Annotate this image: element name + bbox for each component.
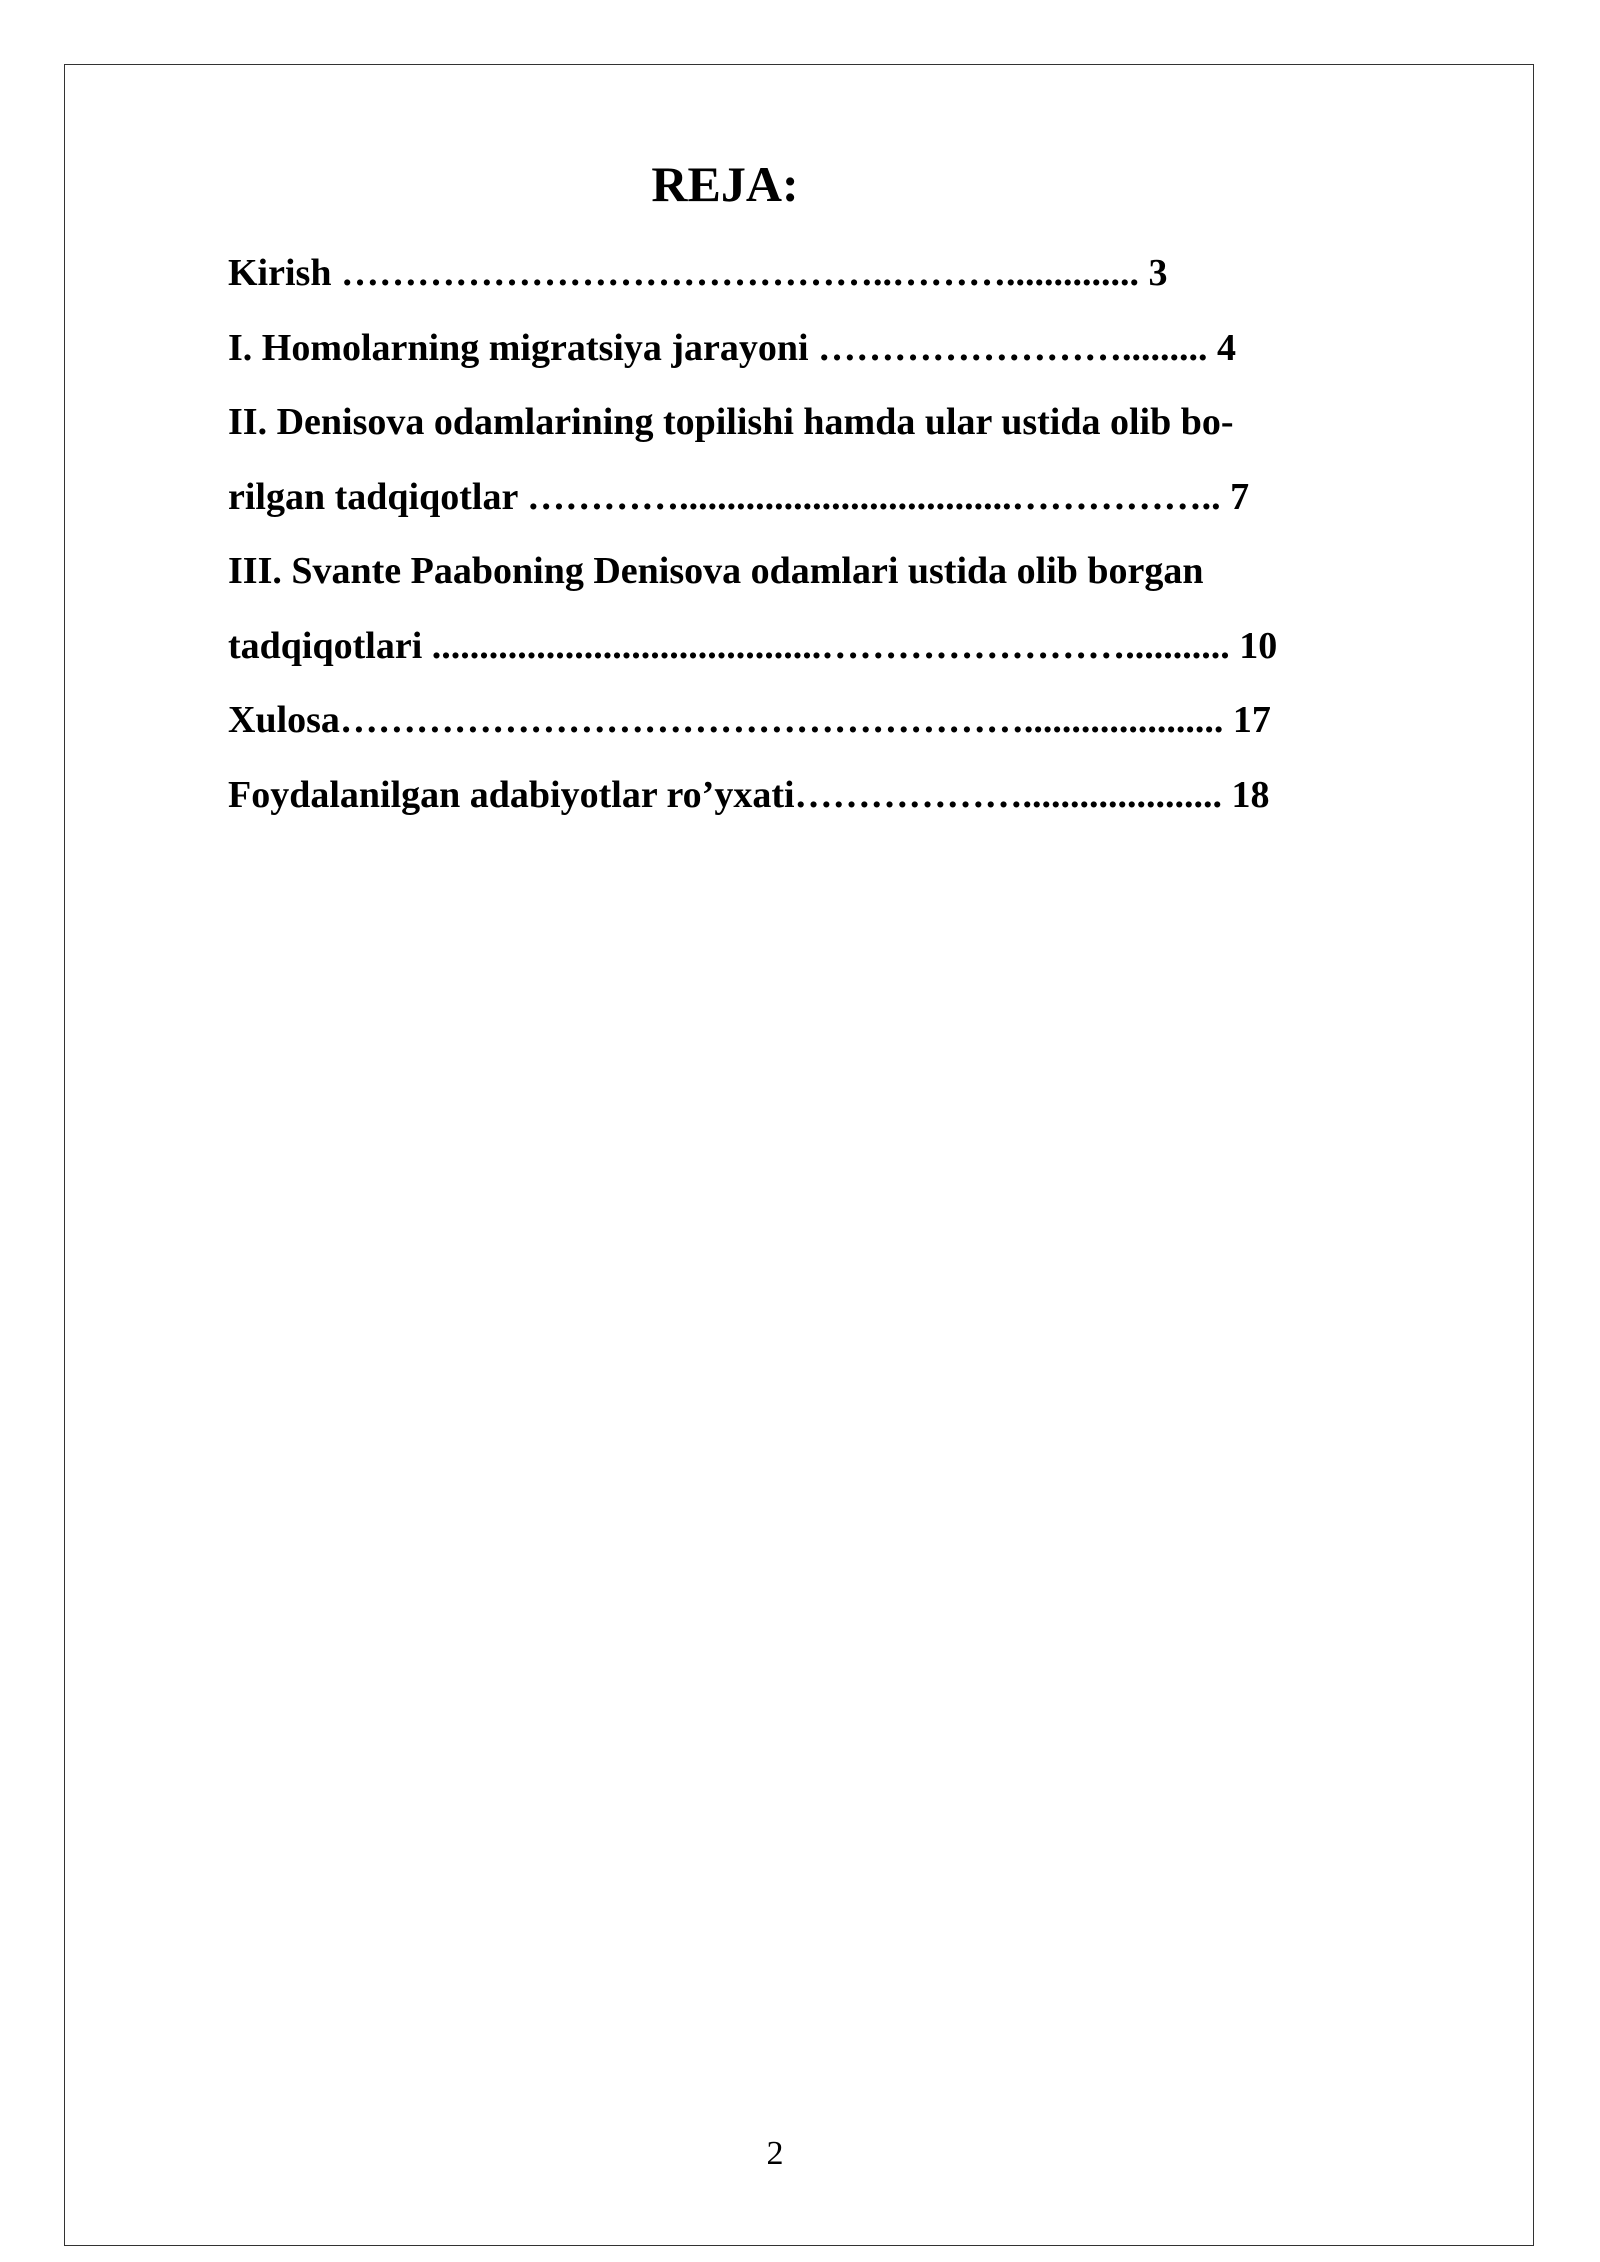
toc-entry-chapter-3-line-2: tadqiqotlari .........................................……………………........... 10: [228, 624, 1278, 667]
toc-entry-chapter-2-line-1: II. Denisova odamlarining topilishi hamda ular ustida olib bo-: [228, 401, 1234, 443]
page-number: 2: [766, 2135, 784, 2172]
toc-entry-references: Foydalanilgan adabiyotlar ro’yxati………………..................... 18: [228, 773, 1270, 816]
table-of-contents: [228, 236, 1408, 832]
toc-entry-chapter-2-line-2: rilgan tadqiqotlar …………...................................…………….. 7: [228, 475, 1250, 518]
toc-entry-xulosa: Xulosa………………………………………………..................... 17: [228, 699, 1271, 741]
toc-entry-kirish: Kirish ……………………………………..……….............. 3: [228, 252, 1168, 294]
toc-entry-chapter-1: I. Homolarning migratsiya jarayoni ……………………......... 4: [228, 326, 1237, 369]
page-title: REJA:: [651, 156, 799, 212]
toc-entry-chapter-3-line-1: III. Svante Paaboning Denisova odamlari ustida olib borgan: [228, 550, 1204, 592]
